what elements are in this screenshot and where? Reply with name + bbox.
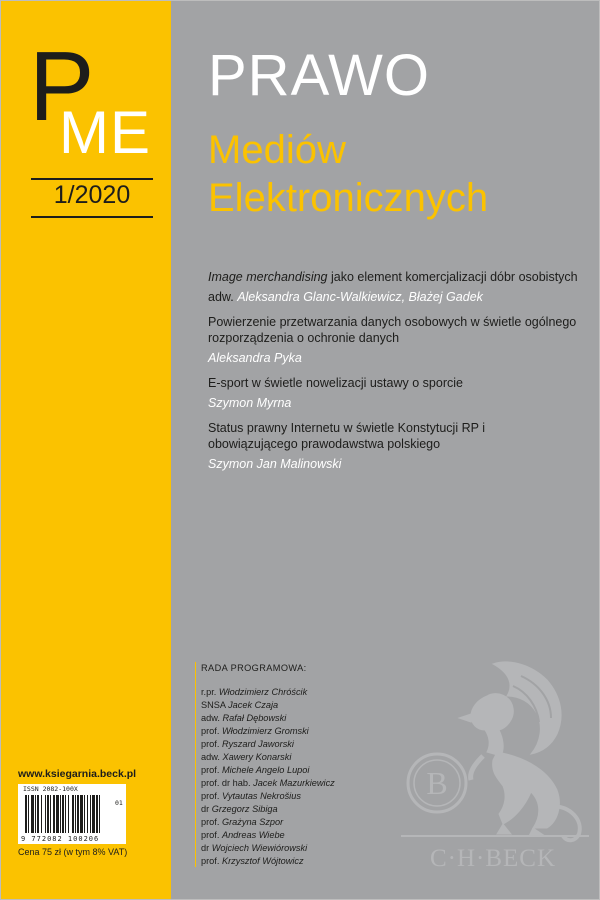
barcode-icon [25, 795, 113, 835]
article-item [208, 269, 578, 305]
article-item [208, 314, 578, 366]
publisher-name: C·H·BECK [429, 845, 557, 871]
council-member [201, 816, 409, 829]
member-name: Krzysztof Wójtowicz [221, 856, 304, 866]
member-name: Wojciech Wiewiórowski [211, 843, 308, 853]
title-line-2: Mediów [208, 128, 346, 172]
member-name: Jacek Mazurkiewicz [253, 778, 335, 788]
member-title: prof. dr hab. [201, 778, 254, 788]
griffin-logo-icon [401, 656, 589, 871]
council-member [201, 790, 409, 803]
member-title: dr [201, 804, 212, 814]
council-member-list [199, 686, 409, 868]
member-name: Rafał Dębowski [222, 713, 287, 723]
council-member [201, 738, 409, 751]
shield-initial: B [426, 765, 448, 801]
article-list [208, 269, 578, 481]
member-title: adw. [201, 713, 223, 723]
member-title: adw. [201, 752, 223, 762]
member-name: Włodzimierz Chróścik [218, 687, 308, 697]
article-title: E-sport w świetle nowelizacji ustawy o sporcie [208, 376, 463, 390]
barcode-issue-code: 01 [115, 799, 123, 807]
article-title: Status prawny Internetu w świetle Konstytucji RP i obowiązującego prawodawstwa polskiego [208, 421, 485, 451]
council-member [201, 855, 409, 868]
yellow-side-panel [1, 1, 171, 900]
member-title: SNSA [201, 700, 229, 710]
issue-rule-bottom [31, 216, 153, 218]
council-member [201, 751, 409, 764]
article-item [208, 420, 578, 472]
logo-letters-me: ME [59, 99, 151, 166]
article-item [208, 375, 578, 411]
council-member [201, 712, 409, 725]
shop-url: www.ksiegarnia.beck.pl [18, 768, 137, 780]
article-author: Aleksandra Pyka [208, 351, 302, 365]
program-council [199, 662, 409, 868]
issue-number: 1/2020 [53, 181, 131, 209]
council-divider [195, 662, 196, 867]
logo-letter-p: P [29, 31, 93, 141]
article-author: Szymon Jan Malinowski [208, 457, 342, 471]
council-member [201, 699, 409, 712]
member-title: prof. [201, 830, 222, 840]
member-title: prof. [201, 765, 222, 775]
title-line-3: Elektronicznych [208, 176, 489, 220]
member-name: Jacek Czaja [228, 700, 279, 710]
member-title: prof. [201, 856, 222, 866]
member-title: prof. [201, 817, 222, 827]
member-name: Xawery Konarski [222, 752, 292, 762]
member-name: Michele Angelo Lupoi [221, 765, 310, 775]
council-member [201, 686, 409, 699]
member-name: Andreas Wiebe [221, 830, 285, 840]
member-name: Vytautas Nekrošius [221, 791, 301, 801]
issue-rule-top [31, 178, 153, 180]
member-title: dr [201, 843, 212, 853]
member-title: prof. [201, 726, 222, 736]
member-title: prof. [201, 791, 222, 801]
barcode-number: 9 772082 100206 [21, 835, 100, 843]
council-member [201, 725, 409, 738]
member-name: Grażyna Szpor [221, 817, 284, 827]
council-member [201, 829, 409, 842]
issn-label: ISSN 2082-100X [23, 785, 78, 793]
article-title: Powierzenie przetwarzania danych osobowych w świetle ogólnego rozporządzenia o ochronie danych [208, 315, 577, 345]
member-title: r.pr. [201, 687, 219, 697]
price-label: Cena 75 zł (w tym 8% VAT) [18, 847, 128, 857]
article-title: Image merchandising jako element komercjalizacji dóbr osobistych [208, 270, 578, 284]
member-name: Ryszard Jaworski [221, 739, 294, 749]
article-author: adw. Aleksandra Glanc-Walkiewicz, Błażej Gadek [208, 290, 483, 304]
article-author: Szymon Myrna [208, 396, 292, 410]
member-name: Grzegorz Sibiga [211, 804, 278, 814]
council-member [201, 764, 409, 777]
council-member [201, 803, 409, 816]
member-title: prof. [201, 739, 222, 749]
title-line-1: PRAWO [208, 43, 430, 108]
member-name: Włodzimierz Gromski [221, 726, 309, 736]
council-member [201, 842, 409, 855]
council-heading: RADA PROGRAMOWA: [201, 663, 307, 673]
council-member [201, 777, 409, 790]
